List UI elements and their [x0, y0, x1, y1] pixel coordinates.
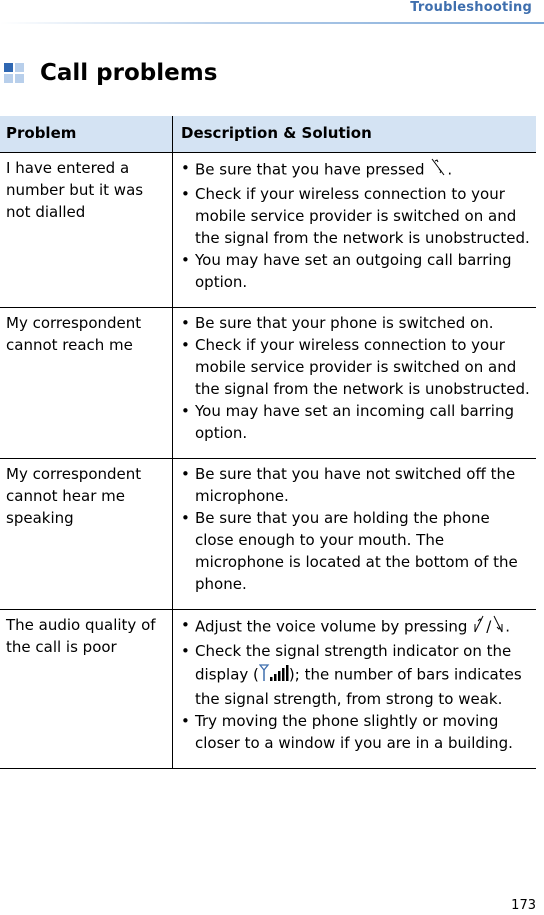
solution-list: [181, 157, 532, 293]
bullet-icon: •: [181, 465, 190, 483]
bullet-icon: •: [181, 159, 190, 177]
solution-text: Check if your wireless connection to your mobile service provider is switched on and the signal from the network is unobstructed.: [195, 336, 530, 398]
volume-up-key-icon: [472, 614, 486, 640]
bullet-icon: •: [181, 251, 190, 269]
table-row: [0, 153, 536, 308]
solution-text: You may have set an outgoing call barring option.: [195, 251, 512, 291]
list-item: [181, 640, 532, 710]
signal-strength-icon: [259, 662, 289, 688]
solution-text: Be sure that you have pressed: [195, 160, 430, 179]
solution-list: [181, 614, 532, 754]
problem-cell: I have entered a number but it was not dialled: [0, 153, 173, 308]
list-item: [181, 249, 532, 293]
bullet-icon: •: [181, 712, 190, 730]
solution-text-end: .: [505, 617, 511, 636]
list-item: [181, 334, 532, 400]
header-divider: [0, 22, 544, 24]
column-header-solution: Description & Solution: [173, 116, 537, 153]
list-item: [181, 312, 532, 334]
solution-text-end: ); the number of bars indicates the signal strength, from strong to weak.: [195, 665, 522, 708]
bullet-icon: •: [181, 642, 190, 660]
solution-text-end: .: [447, 160, 453, 179]
table-row: [0, 308, 536, 459]
list-item: [181, 710, 532, 754]
solution-text-separator: /: [486, 617, 492, 636]
solution-cell: [173, 459, 537, 610]
solution-text: Be sure that your phone is switched on.: [195, 314, 494, 332]
bullet-icon: •: [181, 402, 190, 420]
solution-text: Try moving the phone slightly or moving closer to a window if you are in a building.: [195, 712, 513, 752]
bullet-icon: •: [181, 616, 190, 634]
bullet-icon: •: [181, 185, 190, 203]
solution-list: [181, 312, 532, 444]
table-row: [0, 459, 536, 610]
volume-down-key-icon: [491, 614, 505, 640]
running-header-title: Troubleshooting: [410, 0, 532, 15]
solution-text: You may have set an incoming call barring option.: [195, 402, 514, 442]
section-title: Call problems: [40, 60, 218, 86]
list-item: [181, 614, 532, 640]
solution-text: Check the signal strength indicator on the display (: [195, 642, 512, 684]
solution-list: [181, 463, 532, 595]
solution-cell: [173, 308, 537, 459]
solution-text: Be sure that you have not switched off the microphone.: [195, 465, 516, 505]
bullet-icon: •: [181, 314, 190, 332]
table-row: [0, 610, 536, 769]
list-item: [181, 400, 532, 444]
solution-text: Adjust the voice volume by pressing: [195, 617, 473, 636]
page-number: 173: [511, 898, 536, 913]
send-key-icon: [429, 157, 447, 183]
bullet-icon: •: [181, 509, 190, 527]
section-bullet-icon: [4, 63, 26, 85]
list-item: [181, 183, 532, 249]
list-item: [181, 157, 532, 183]
bullet-icon: •: [181, 336, 190, 354]
problem-cell: The audio quality of the call is poor: [0, 610, 173, 769]
list-item: [181, 463, 532, 507]
solution-cell: [173, 610, 537, 769]
column-header-problem: Problem: [0, 116, 173, 153]
problem-cell: My correspondent cannot hear me speaking: [0, 459, 173, 610]
list-item: [181, 507, 532, 595]
problem-cell: My correspondent cannot reach me: [0, 308, 173, 459]
table-header-row: [0, 116, 536, 153]
solution-text: Check if your wireless connection to your mobile service provider is switched on and the signal from the network is unobstructed.: [195, 185, 530, 247]
solution-cell: [173, 153, 537, 308]
solution-text: Be sure that you are holding the phone close enough to your mouth. The microphone is located at the bottom of the phone.: [195, 509, 518, 593]
troubleshooting-table: [0, 116, 536, 769]
